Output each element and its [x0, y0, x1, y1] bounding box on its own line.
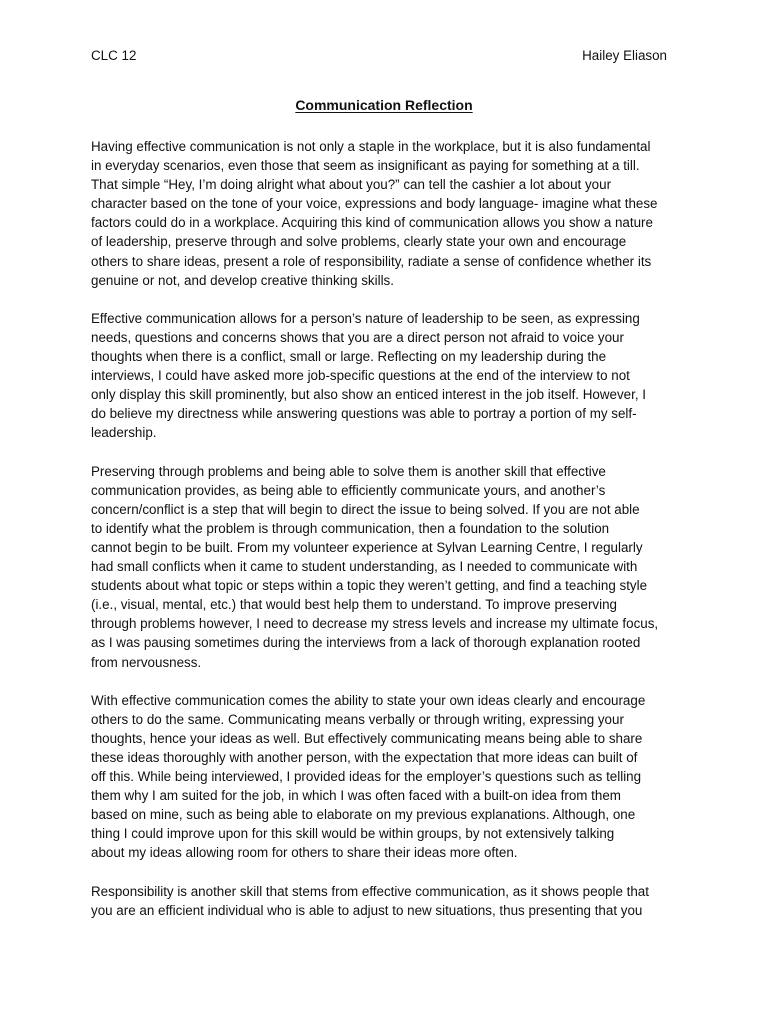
text-line: others to share ideas, present a role of responsibility, radiate a sense of confidence whether its [91, 253, 652, 269]
author-name: Hailey Eliason [582, 48, 667, 63]
text-line: leadership. [91, 425, 157, 441]
text-line: in everyday scenarios, even those that seem as insignificant as paying for something at a till. [91, 158, 640, 174]
text-line: Responsibility is another skill that stems from effective communication, as it shows people that [91, 883, 649, 899]
text-line: others to do the same. Communicating means verbally or through writing, expressing your [91, 711, 624, 727]
course-code: CLC 12 [91, 48, 137, 63]
text-line: about my ideas allowing room for others to share their ideas more often. [91, 845, 518, 861]
document-body [91, 137, 681, 939]
text-line: (i.e., visual, mental, etc.) that would best help them to understand. To improve preserving [91, 597, 617, 613]
text-line: thoughts when there is a conflict, small or large. Reflecting on my leadership during the [91, 349, 607, 365]
text-line: to identify what the problem is through communication, then a foundation to the solution [91, 520, 610, 536]
text-line: genuine or not, and develop creative thinking skills. [91, 272, 394, 288]
text-line: you are an efficient individual who is able to adjust to new situations, thus presenting that you [91, 902, 643, 918]
text-line: only display this skill prominently, but also show an enticed interest in the job itself. However, I [91, 387, 646, 403]
text-line: With effective communication comes the ability to state your own ideas clearly and encourage [91, 692, 646, 708]
paragraph-1 [91, 137, 681, 290]
text-line: as I was pausing sometimes during the interviews from a lack of thorough explanation rooted [91, 635, 641, 651]
text-line: communication provides, as being able to efficiently communicate yours, and another’s [91, 482, 606, 498]
text-line: off this. While being interviewed, I provided ideas for the employer’s questions such as telling [91, 769, 642, 785]
paragraph-3 [91, 462, 681, 672]
text-line: them why I am suited for the job, in which I was often faced with a built-on idea from them [91, 788, 621, 804]
document-title: Communication Reflection [295, 97, 473, 113]
text-line: of leadership, preserve through and solve problems, clearly state your own and encourage [91, 234, 627, 250]
text-line: concern/conflict is a step that will begin to direct the issue to being solved. If you are not able [91, 501, 640, 517]
paragraph-5 [91, 882, 681, 920]
text-line: students about what topic or steps within a topic they weren’t getting, and find a teaching style [91, 578, 648, 594]
paragraph-4 [91, 691, 681, 863]
text-line: character based on the tone of your voice, expressions and body language- imagine what these [91, 196, 658, 212]
text-line: Having effective communication is not only a staple in the workplace, but it is also fundamental [91, 139, 651, 154]
text-line: thoughts, hence your ideas as well. But effectively communicating means being able to share [91, 730, 643, 746]
text-line: interviews, I could have asked more job-specific questions at the end of the interview to not [91, 368, 630, 384]
text-line: Preserving through problems and being able to solve them is another skill that effective [91, 463, 606, 479]
text-line: thing I could improve upon for this skill would be within groups, by not extensively talking [91, 826, 615, 842]
text-line: cannot begin to be built. From my volunteer experience at Sylvan Learning Centre, I regularly [91, 539, 643, 555]
text-line: had small conflicts when it came to student understanding, as I needed to communicate with [91, 559, 638, 575]
text-line: Effective communication allows for a person’s nature of leadership to be seen, as expressing [91, 310, 640, 326]
text-line: That simple “Hey, I’m doing alright what about you?” can tell the cashier a lot about your [91, 177, 612, 193]
text-line: through problems however, I need to decrease my stress levels and increase my ultimate focus, [91, 616, 659, 632]
text-line: from nervousness. [91, 654, 202, 670]
text-line: factors could do in a workplace. Acquiring this kind of communication allows you show a nature [91, 215, 653, 231]
text-line: do believe my directness while answering questions was able to portray a portion of my self- [91, 406, 637, 422]
text-line: these ideas thoroughly with another person, with the expectation that more ideas can built of [91, 750, 638, 765]
text-line: based on mine, such as being able to elaborate on my previous explanations. Although, one [91, 807, 636, 823]
paragraph-2 [91, 309, 681, 443]
text-line: needs, questions and concerns shows that you are a direct person not afraid to voice your [91, 329, 624, 345]
